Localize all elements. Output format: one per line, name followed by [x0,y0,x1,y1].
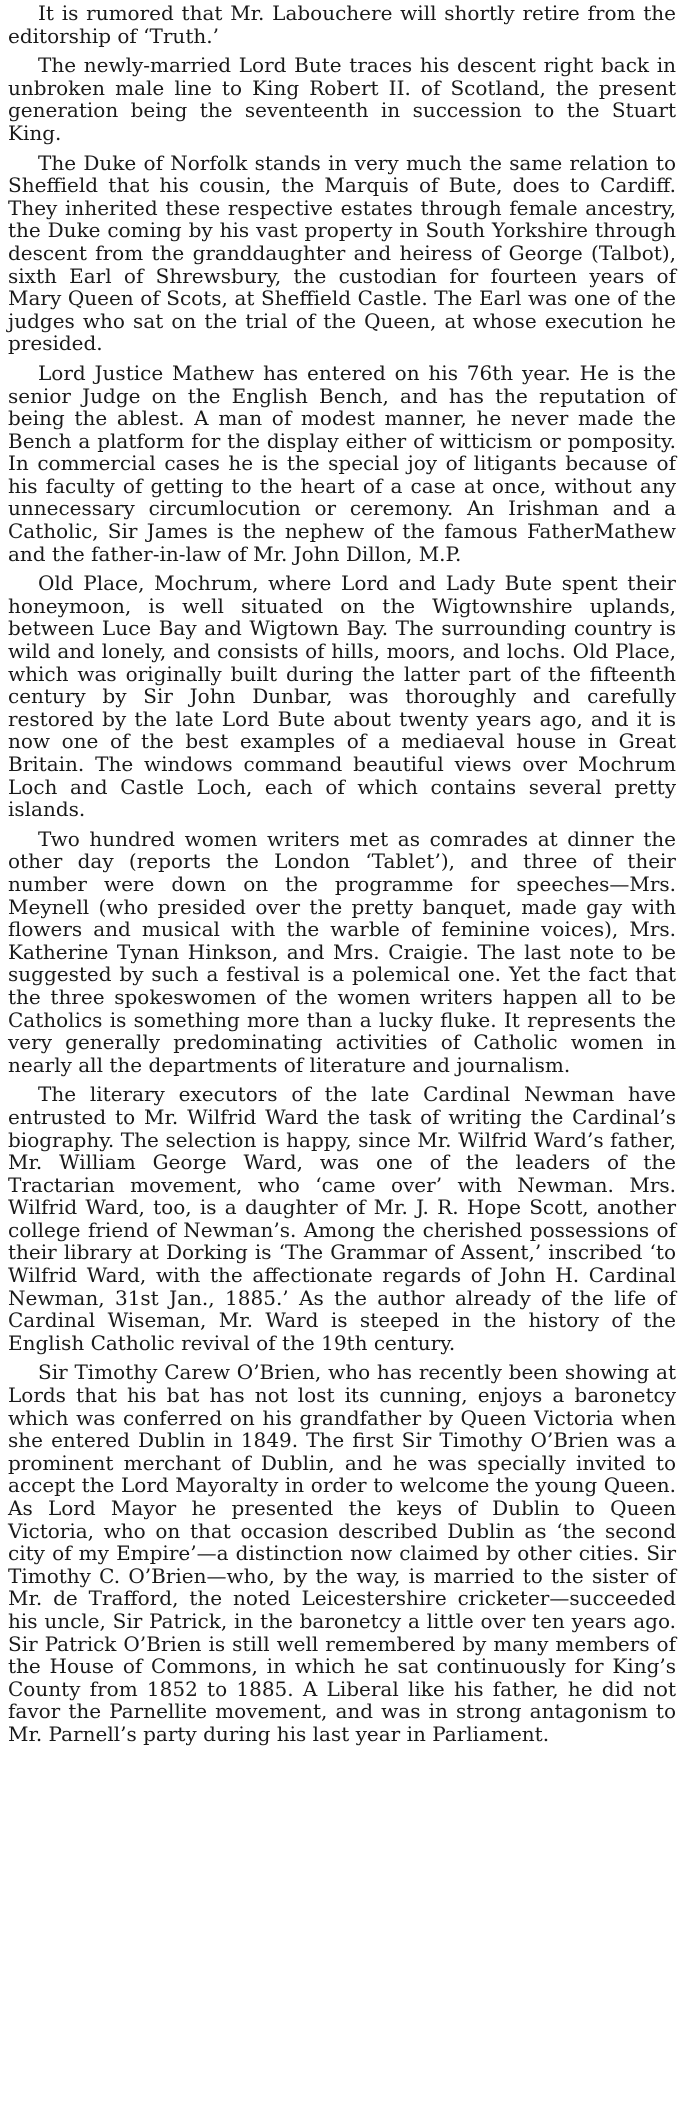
paragraph-labouchere: It is rumored that Mr. Labouchere will shortly retire from the editorship of ‘Truth.’ [8,1,676,48]
paragraph-cardinal-newman: The literary executors of the late Cardinal Newman have entrusted to Mr. Wilfrid Ward the task of writing the Cardinal’s biography. The selection is happy, since Mr. Wilfrid Ward’s father, Mr. William George Ward, was one of the leaders of the Tractarian movement, who ‘came over’ with Newman. Mrs. Wilfrid Ward, too, is a daughter of Mr. J. R. Hope Scott, another college friend of Newman’s. Among the cherished possessions of their library at Dorking is ‘The Grammar of Assent,’ inscribed ‘to Wilfrid Ward, with the affectionate regards of John H. Cardinal Newman, 31st Jan., 1885.’ As the author already of the life of Cardinal Wiseman, Mr. Ward is steeped in the history of the English Catholic revival of the 19th century. [8,1082,676,1355]
paragraph-sir-timothy-obrien: Sir Timothy Carew O’Brien, who has recently been showing at Lords that his bat has not lost its cunning, enjoys a baronetcy which was conferred on his grandfather by Queen Victoria when she entered Dublin in 1849. The first Sir Timothy O’Brien was a prominent merchant of Dublin, and he was specially invited to accept the Lord Mayoralty in order to welcome the young Queen. As Lord Mayor he presented the keys of Dublin to Queen Victoria, who on that occasion described Dublin as ‘the second city of my Empire’—a distinction now claimed by other cities. Sir Timothy C. O’Brien—who, by the way, is married to the sister of Mr. de Trafford, the noted Leicestershire cricketer—succeeded his uncle, Sir Patrick, in the baronetcy a little over ten years ago. Sir Patrick O’Brien is still well remembered by many members of the House of Commons, in which he sat continuously for King’s County from 1852 to 1885. A Liberal like his father, he did not favor the Parnellite movement, and was in strong antagonism to Mr. Parnell’s party during his last year in Parliament. [8,1360,676,1746]
paragraph-lord-bute-descent: The newly-married Lord Bute traces his descent right back in unbroken male line to King Robert II. of Scotland, the present generation being the seventeenth in succession to the Stuart King. [8,53,676,145]
paragraph-duke-of-norfolk: The Duke of Norfolk stands in very much the same relation to Sheffield that his cousin, the Marquis of Bute, does to Cardiff. They inherited these respective estates through female ancestry, the Duke coming by his vast property in South Yorkshire through descent from the granddaughter and heiress of George (Talbot), sixth Earl of Shrewsbury, the custodian for fourteen years of Mary Queen of Scots, at Sheffield Castle. The Earl was one of the judges who sat on the trial of the Queen, at whose execution he presided. [8,150,676,356]
paragraph-old-place-mochrum: Old Place, Mochrum, where Lord and Lady Bute spent their honeymoon, is well situated on the Wigtownshire uplands, between Luce Bay and Wigtown Bay. The surrounding country is wild and lonely, and consists of hills, moors, and lochs. Old Place, which was originally built during the latter part of the fifteenth century by Sir John Dunbar, was thoroughly and carefully restored by the late Lord Bute about twenty years ago, and it is now one of the best examples of a mediaeval house in Great Britain. The windows command beautiful views over Mochrum Loch and Castle Loch, each of which contains several pretty islands. [8,571,676,822]
paragraph-lord-justice-mathew: Lord Justice Mathew has entered on his 76th year. He is the senior Judge on the English Bench, and has the reputation of being the ablest. A man of modest manner, he never made the Bench a platform for the display either of witticism or pomposity. In commercial cases he is the special joy of litigants because of his faculty of getting to the heart of a case at once, without any unnecessary circumlocution or ceremony. An Irishman and a Catholic, Sir James is the nephew of the famous FatherMathew and the father-in-law of Mr. John Dillon, M.P. [8,360,676,566]
paragraph-women-writers: Two hundred women writers met as comrades at dinner the other day (reports the London ‘Tablet’), and three of their number were down on the programme for speeches—Mrs. Meynell (who presided over the pretty banquet, made gay with flowers and musical with the warble of feminine voices), Mrs. Katherine Tynan Hinkson, and Mrs. Craigie. The last note to be suggested by such a festival is a polemical one. Yet the fact that the three spokeswomen of the women writers happen all to be Catholics is something more than a lucky fluke. It represents the very generally predominating activities of Catholic women in nearly all the departments of literature and journalism. [8,826,676,1077]
